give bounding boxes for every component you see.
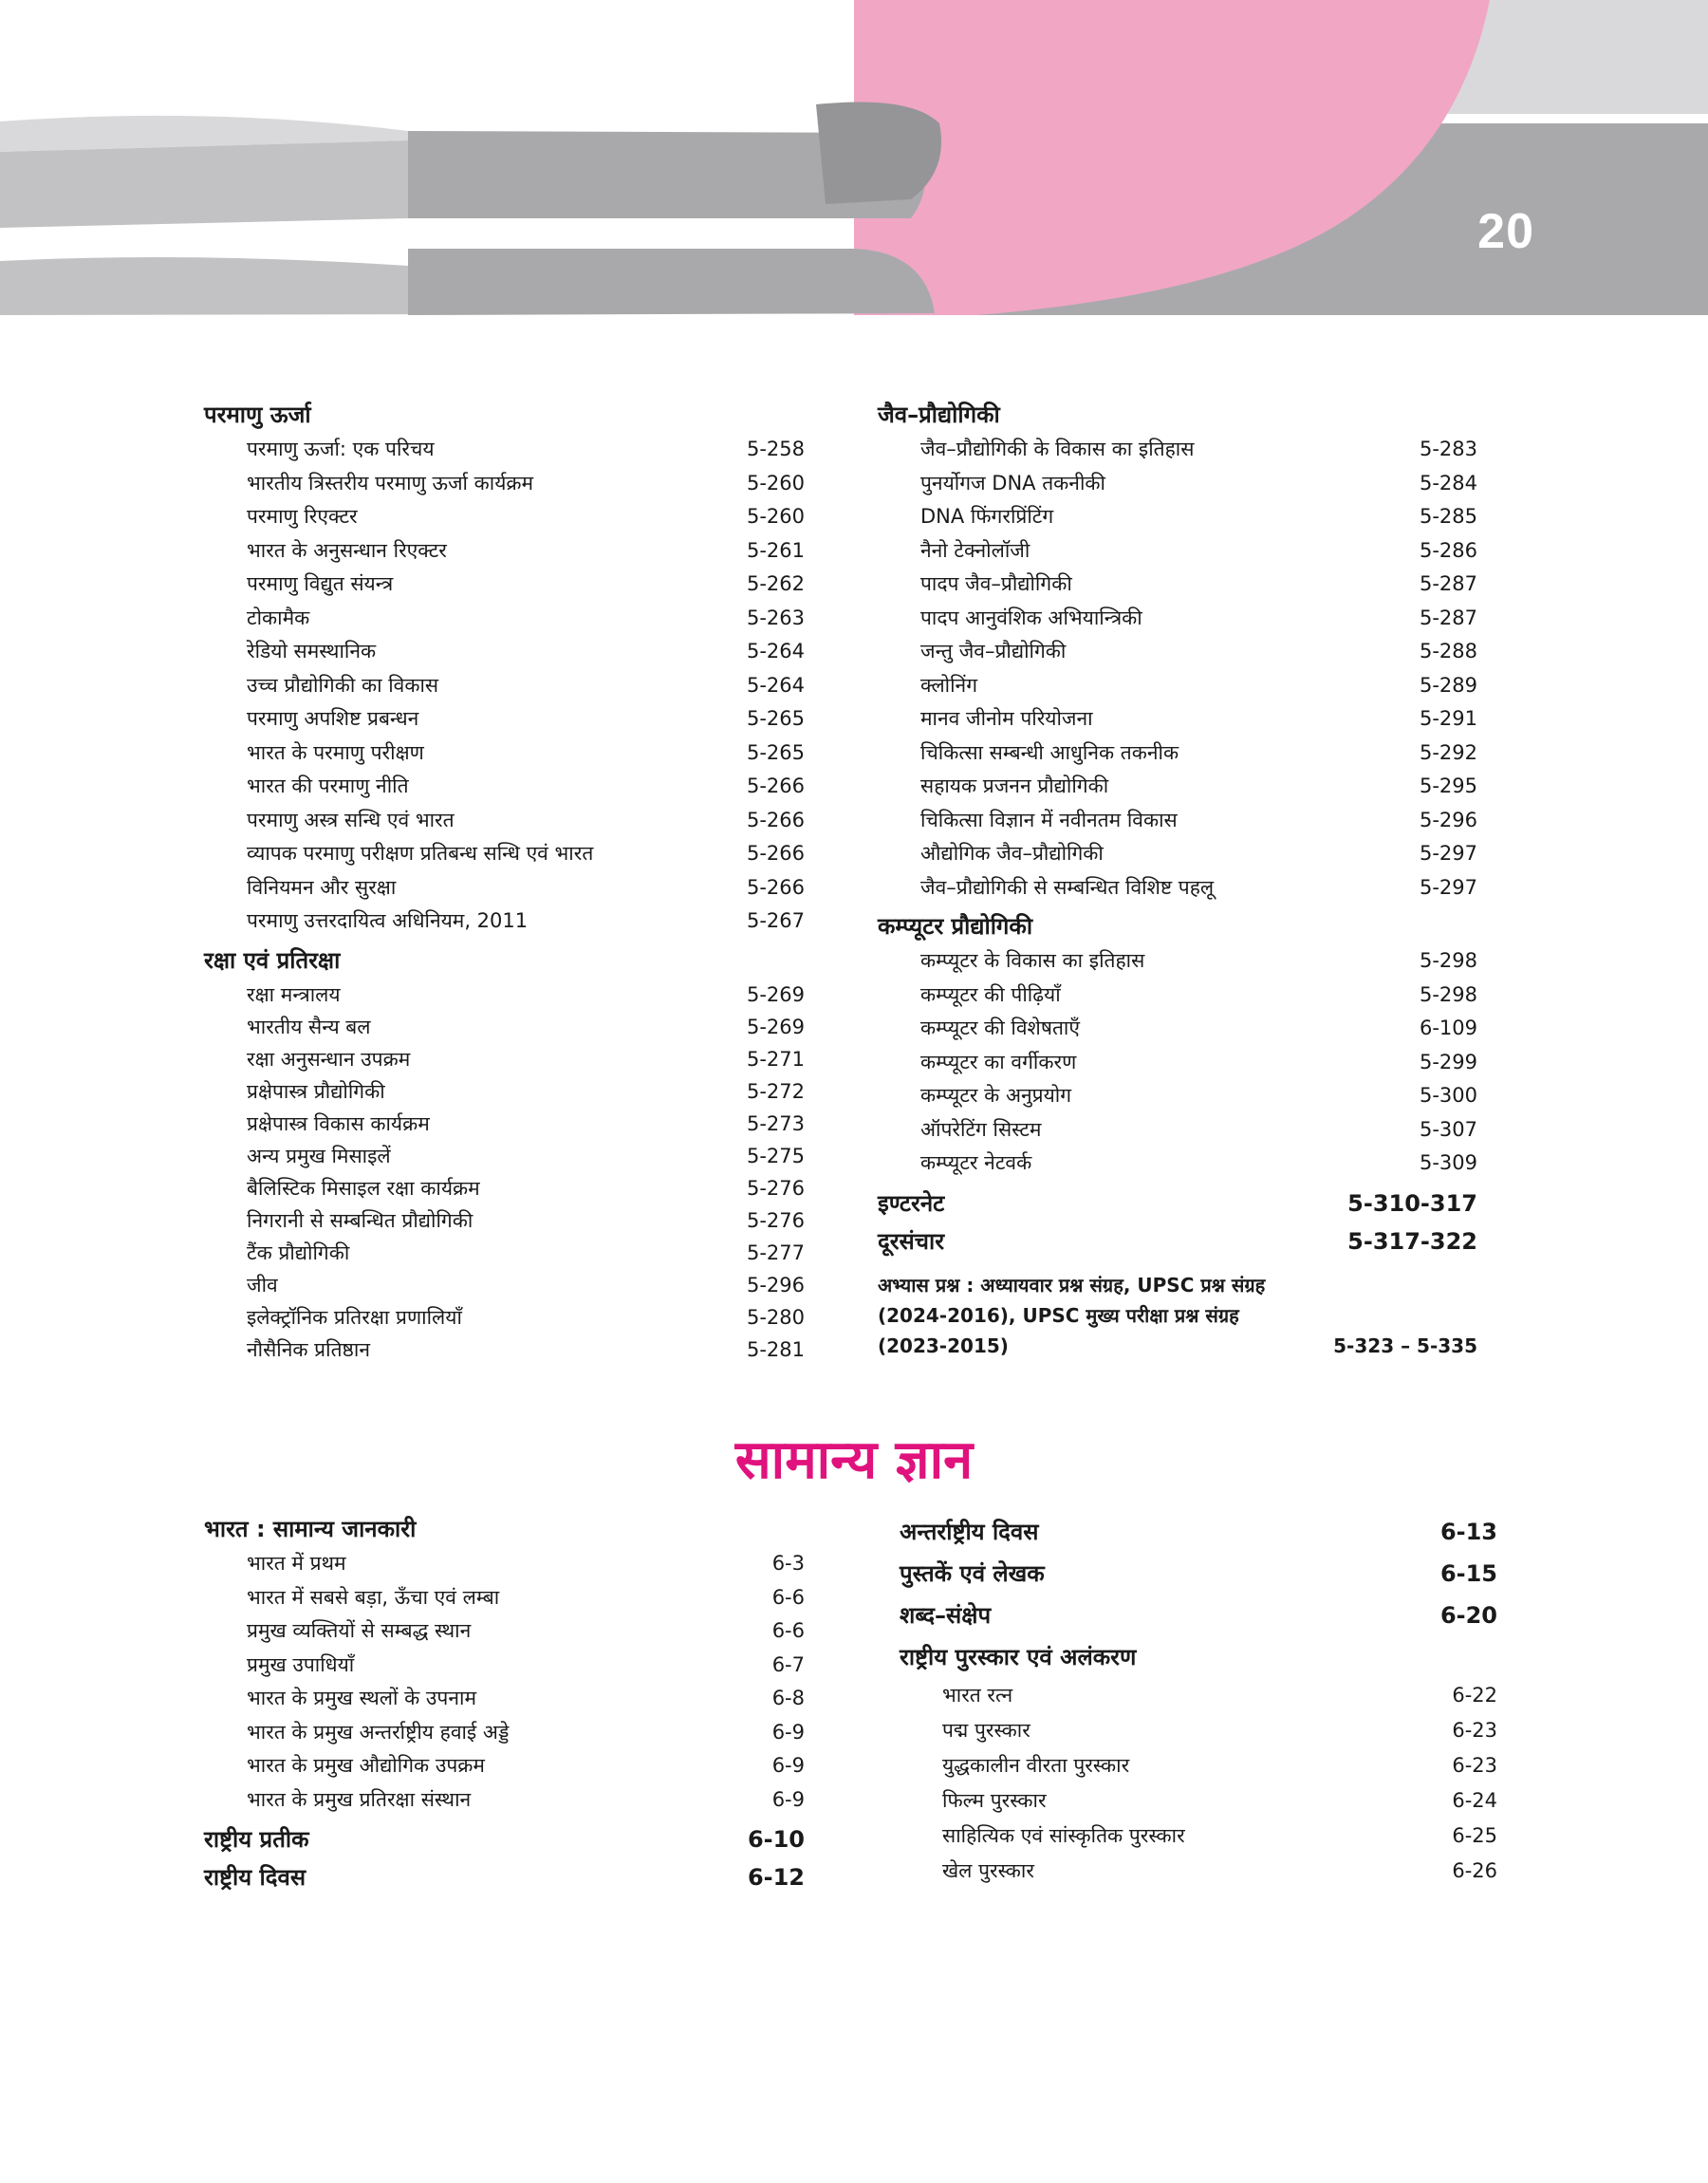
toc-standalone-item[interactable]: दूरसंचार 5-317-322: [878, 1227, 1477, 1255]
toc-section: [204, 942, 805, 1366]
toc-item[interactable]: भारत के अनुसन्धान रिएक्टर 5-261: [247, 538, 805, 562]
toc-item[interactable]: जैव–प्रौद्योगिकी से सम्बन्धित विशिष्ट पहलू 5-297: [920, 875, 1477, 899]
toc-section: [900, 1636, 1497, 1889]
toc-item[interactable]: फिल्म पुरस्कार 6-24: [942, 1789, 1497, 1812]
toc-item[interactable]: परमाणु रिएक्टर 5-260: [247, 505, 805, 528]
toc-item[interactable]: भारत के प्रमुख अन्तर्राष्ट्रीय हवाई अड्डे 6-9: [247, 1720, 805, 1744]
section-heading: जैव–प्रौद्योगिकी: [878, 401, 1000, 428]
toc-item[interactable]: पादप आनुवंशिक अभियान्त्रिकी 5-287: [920, 606, 1477, 629]
toc-item[interactable]: प्रमुख व्यक्तियों से सम्बद्ध स्थान 6-6: [247, 1619, 805, 1642]
toc-item[interactable]: ऑपरेटिंग सिस्टम 5-307: [920, 1117, 1477, 1141]
toc-item[interactable]: कम्प्यूटर के विकास का इतिहास 5-298: [920, 949, 1477, 972]
toc-section: [878, 397, 1477, 905]
section-heading: परमाणु ऊर्जा: [204, 401, 311, 428]
toc-item[interactable]: निगरानी से सम्बन्धित प्रौद्योगिकी 5-276: [247, 1208, 805, 1232]
toc-item[interactable]: युद्धकालीन वीरता पुरस्कार 6-23: [942, 1754, 1497, 1777]
toc-item[interactable]: मानव जीनोम परियोजना 5-291: [920, 707, 1477, 730]
toc-standalone-item[interactable]: अन्तर्राष्ट्रीय दिवस 6-13: [900, 1519, 1497, 1545]
toc-item[interactable]: प्रक्षेपास्त्र प्रौद्योगिकी 5-272: [247, 1079, 805, 1103]
toc-standalone-item[interactable]: शब्द–संक्षेप 6-20: [900, 1602, 1497, 1629]
toc-item[interactable]: इलेक्ट्रॉनिक प्रतिरक्षा प्रणालियाँ 5-280: [247, 1305, 805, 1329]
toc-item[interactable]: परमाणु ऊर्जा: एक परिचय 5-258: [247, 438, 805, 460]
toc-left-column: [204, 397, 805, 1370]
toc-item[interactable]: कम्प्यूटर की पीढ़ियाँ 5-298: [920, 982, 1477, 1006]
toc-item[interactable]: विनियमन और सुरक्षा 5-266: [247, 875, 805, 899]
toc-item[interactable]: भारत रत्न 6-22: [942, 1684, 1497, 1707]
toc-item[interactable]: प्रक्षेपास्त्र विकास कार्यक्रम 5-273: [247, 1111, 805, 1135]
section-heading: राष्ट्रीय पुरस्कार एवं अलंकरण: [900, 1644, 1137, 1670]
toc-item[interactable]: जीव 5-296: [247, 1273, 805, 1297]
toc-item[interactable]: औद्योगिक जैव–प्रौद्योगिकी 5-297: [920, 842, 1477, 865]
toc-item[interactable]: भारत की परमाणु नीति 5-266: [247, 774, 805, 797]
toc-item[interactable]: नैनो टेक्नोलॉजी 5-286: [920, 538, 1477, 562]
toc-standalone-item[interactable]: राष्ट्रीय दिवस 6-12: [204, 1864, 805, 1891]
toc-item[interactable]: DNA फिंगरप्रिंटिंग 5-285: [920, 505, 1477, 528]
toc-item[interactable]: परमाणु अपशिष्ट प्रबन्धन 5-265: [247, 707, 805, 730]
toc-item[interactable]: रेडियो समस्थानिक 5-264: [247, 640, 805, 662]
toc-item[interactable]: भारत में प्रथम 6-3: [247, 1552, 805, 1575]
toc-right-column: [878, 397, 1477, 1361]
toc-item[interactable]: पादप जैव–प्रौद्योगिकी 5-287: [920, 572, 1477, 595]
toc-item[interactable]: भारत के परमाणु परीक्षण 5-265: [247, 740, 805, 764]
section-heading: रक्षा एवं प्रतिरक्षा: [204, 946, 341, 974]
toc-section: [204, 397, 805, 939]
toc-section: [878, 908, 1477, 1181]
toc-item[interactable]: सहायक प्रजनन प्रौद्योगिकी 5-295: [920, 774, 1477, 797]
gk-left-column: [204, 1511, 805, 1896]
toc-item[interactable]: टोकामैक 5-263: [247, 606, 805, 629]
toc-item[interactable]: भारत के प्रमुख औद्योगिक उपक्रम 6-9: [247, 1754, 805, 1777]
toc-item[interactable]: भारतीय त्रिस्तरीय परमाणु ऊर्जा कार्यक्रम 5-260: [247, 471, 805, 494]
banner-graphic: [0, 0, 1708, 315]
toc-item[interactable]: उच्च प्रौद्योगिकी का विकास 5-264: [247, 673, 805, 697]
toc-item[interactable]: भारत के प्रमुख प्रतिरक्षा संस्थान 6-9: [247, 1787, 805, 1811]
toc-item[interactable]: कम्प्यूटर की विशेषताएँ 6-109: [920, 1017, 1477, 1039]
page-number: 20: [1477, 204, 1534, 259]
toc-item[interactable]: अन्य प्रमुख मिसाइलें 5-275: [247, 1144, 805, 1167]
toc-item[interactable]: पुनर्योगज DNA तकनीकी 5-284: [920, 471, 1477, 494]
toc-item[interactable]: चिकित्सा सम्बन्धी आधुनिक तकनीक 5-292: [920, 740, 1477, 764]
toc-item[interactable]: परमाणु अस्त्र सन्धि एवं भारत 5-266: [247, 808, 805, 831]
section-heading: कम्प्यूटर प्रौद्योगिकी: [878, 913, 1033, 940]
toc-item[interactable]: परमाणु उत्तरदायित्व अधिनियम, 2011 5-267: [247, 909, 805, 932]
toc-item[interactable]: टैंक प्रौद्योगिकी 5-277: [247, 1241, 805, 1264]
toc-item[interactable]: कम्प्यूटर नेटवर्क 5-309: [920, 1151, 1477, 1174]
section-heading: भारत : सामान्य जानकारी: [204, 1516, 417, 1542]
toc-item[interactable]: पद्म पुरस्कार 6-23: [942, 1719, 1497, 1742]
toc-item[interactable]: प्रमुख उपाधियाँ 6-7: [247, 1652, 805, 1676]
toc-item[interactable]: कम्प्यूटर के अनुप्रयोग 5-300: [920, 1084, 1477, 1107]
toc-item[interactable]: जन्तु जैव–प्रौद्योगिकी 5-288: [920, 640, 1477, 662]
toc-item[interactable]: जैव–प्रौद्योगिकी के विकास का इतिहास 5-283: [920, 438, 1477, 460]
toc-item[interactable]: व्यापक परमाणु परीक्षण प्रतिबन्ध सन्धि एवं भारत 5-266: [247, 842, 805, 865]
toc-item[interactable]: भारत के प्रमुख स्थलों के उपनाम 6-8: [247, 1687, 805, 1709]
toc-standalone-item[interactable]: राष्ट्रीय प्रतीक 6-10: [204, 1826, 805, 1853]
header-banner: [0, 0, 1708, 315]
toc-item[interactable]: भारतीय सैन्य बल 5-269: [247, 1015, 805, 1038]
toc-item[interactable]: रक्षा मन्त्रालय 5-269: [247, 982, 805, 1006]
toc-item[interactable]: नौसैनिक प्रतिष्ठान 5-281: [247, 1337, 805, 1361]
toc-item[interactable]: साहित्यिक एवं सांस्कृतिक पुरस्कार 6-25: [942, 1824, 1497, 1847]
toc-item[interactable]: भारत में सबसे बड़ा, ऊँचा एवं लम्बा 6-6: [247, 1585, 805, 1609]
toc-item[interactable]: चिकित्सा विज्ञान में नवीनतम विकास 5-296: [920, 808, 1477, 831]
practice-questions-entry[interactable]: अभ्यास प्रश्न : अध्यायवार प्रश्न संग्रह, UPSC प्रश्न संग्रह (2024-2016), UPSC मुख्य परीक्षा प्रश्न संग्रह (2023-2015) 5-323 – 5-335: [878, 1273, 1477, 1357]
toc-item[interactable]: बैलिस्टिक मिसाइल रक्षा कार्यक्रम 5-276: [247, 1176, 805, 1200]
toc-item[interactable]: परमाणु विद्युत संयन्त्र 5-262: [247, 572, 805, 595]
toc-item[interactable]: खेल पुरस्कार 6-26: [942, 1859, 1497, 1882]
toc-item[interactable]: क्लोनिंग 5-289: [920, 673, 1477, 697]
toc-item[interactable]: कम्प्यूटर का वर्गीकरण 5-299: [920, 1050, 1477, 1073]
toc-standalone-item[interactable]: पुस्तकें एवं लेखक 6-15: [900, 1560, 1497, 1587]
gk-right-column: [900, 1511, 1497, 1893]
toc-section: [204, 1511, 805, 1817]
general-knowledge-title: सामान्य ज्ञान: [734, 1429, 974, 1491]
toc-standalone-item[interactable]: इण्टरनेट 5-310-317: [878, 1189, 1477, 1217]
toc-item[interactable]: रक्षा अनुसन्धान उपक्रम 5-271: [247, 1047, 805, 1071]
